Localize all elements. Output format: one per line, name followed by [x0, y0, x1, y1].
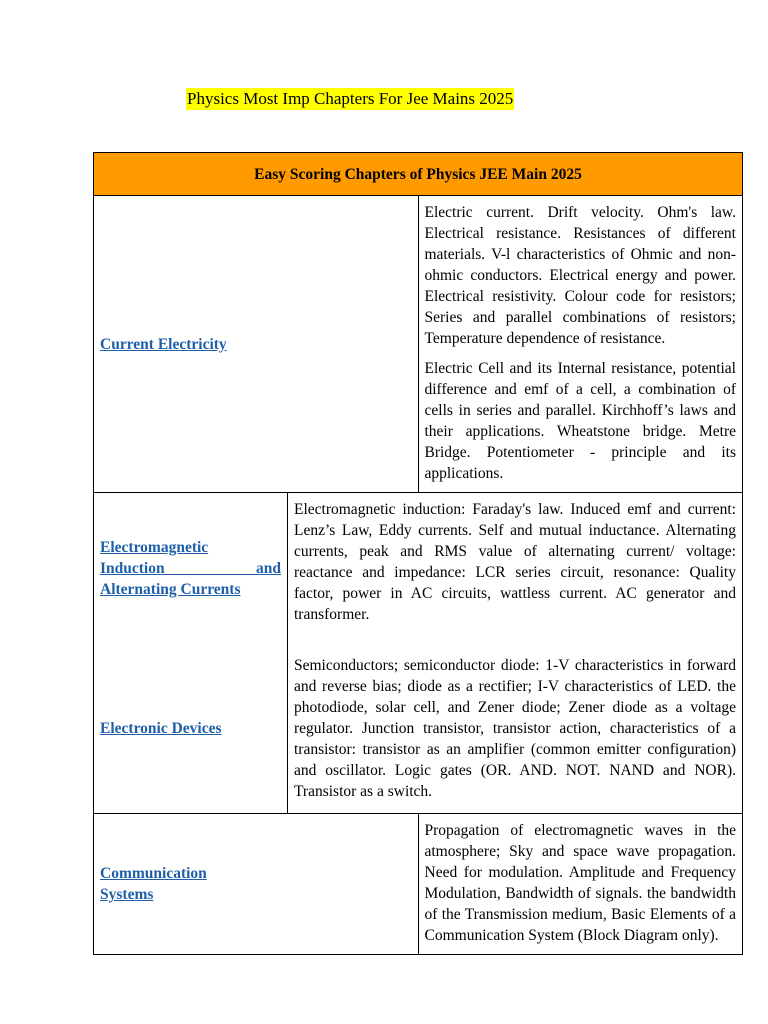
- description-cell: Propagation of electromagnetic waves in the atmosphere; Sky and space wave propagation. Need for modulation. Amplitude and Frequency Modulation, Bandwidth of signals. the bandwidth of the Transmission medium, Basic Elements of a Communication System (Block Diagram only).: [418, 814, 743, 955]
- description-paragraph: Electric current. Drift velocity. Ohm's law. Electrical resistance. Resistances of different materials. V-l characteristics of Ohmic and non-ohmic conductors. Electrical energy and power. Electrical resistivity. Colour code for resistors; Series and parallel combinations of resistors; Temperature dependence of resistance.: [424, 204, 736, 347]
- table-header-row: [94, 153, 743, 196]
- topic-link-electronic-devices[interactable]: Electronic Devices: [100, 719, 222, 737]
- table-row: [94, 493, 743, 814]
- table-header: Easy Scoring Chapters of Physics JEE Main 2025: [94, 153, 743, 196]
- description-cell: Electromagnetic induction: Faraday's law. Induced emf and current: Lenz’s Law, Eddy currents. Self and mutual inductance. Alternating currents, peak and RMS value of alternating current/ voltage: reactance and impedance: LCR series circuit, resonance: Quality factor, power in AC circuits, wattless current. AC generator and transformer.: [294, 501, 736, 623]
- document-title: Physics Most Imp Chapters For Jee Mains 2025: [187, 89, 514, 108]
- table-row: [94, 814, 743, 955]
- topic-cell: [94, 493, 288, 643]
- topic-line: Electromagnetic: [100, 538, 209, 556]
- topic-cell: [94, 196, 419, 493]
- topic-line: Systems: [100, 886, 154, 903]
- description-cell: [418, 196, 743, 493]
- topic-link-current-electricity[interactable]: Current Electricity: [100, 335, 227, 353]
- chapters-table: [93, 152, 743, 955]
- topic-cell: [94, 814, 419, 955]
- description-cell: Semiconductors; semiconductor diode: 1-V characteristics in forward and reverse bias; diode as a rectifier; I-V characteristics of LED. the photodiode, solar cell, and Zener diode; Zener diode as a voltage regulator. Junction transistor, transistor action, characteristics of a transistor: transistor as an amplifier (common emitter configuration) and oscillator. Logic gates (OR. AND. NOT. NAND and NOR). Transistor as a switch.: [294, 657, 736, 800]
- table-subrow: [94, 493, 742, 643]
- topic-line: Alternating Currents: [100, 580, 241, 598]
- topic-line: Induction and: [100, 559, 281, 577]
- table-row: [94, 196, 743, 493]
- description-paragraph: Electric Cell and its Internal resistance, potential difference and emf of a cell, a combination of cells in series and parallel. Kirchhoff’s laws and their applications. Wheatstone bridge. Metre Bridge. Potentiometer - principle and its applications.: [424, 360, 736, 482]
- topic-cell: [94, 643, 288, 813]
- topic-line: Communication: [100, 865, 207, 882]
- table-subrow: [94, 643, 742, 813]
- topic-link-communication-systems[interactable]: [100, 863, 412, 905]
- split-cell: [94, 493, 743, 814]
- topic-link-electromagnetic-induction[interactable]: [100, 537, 281, 600]
